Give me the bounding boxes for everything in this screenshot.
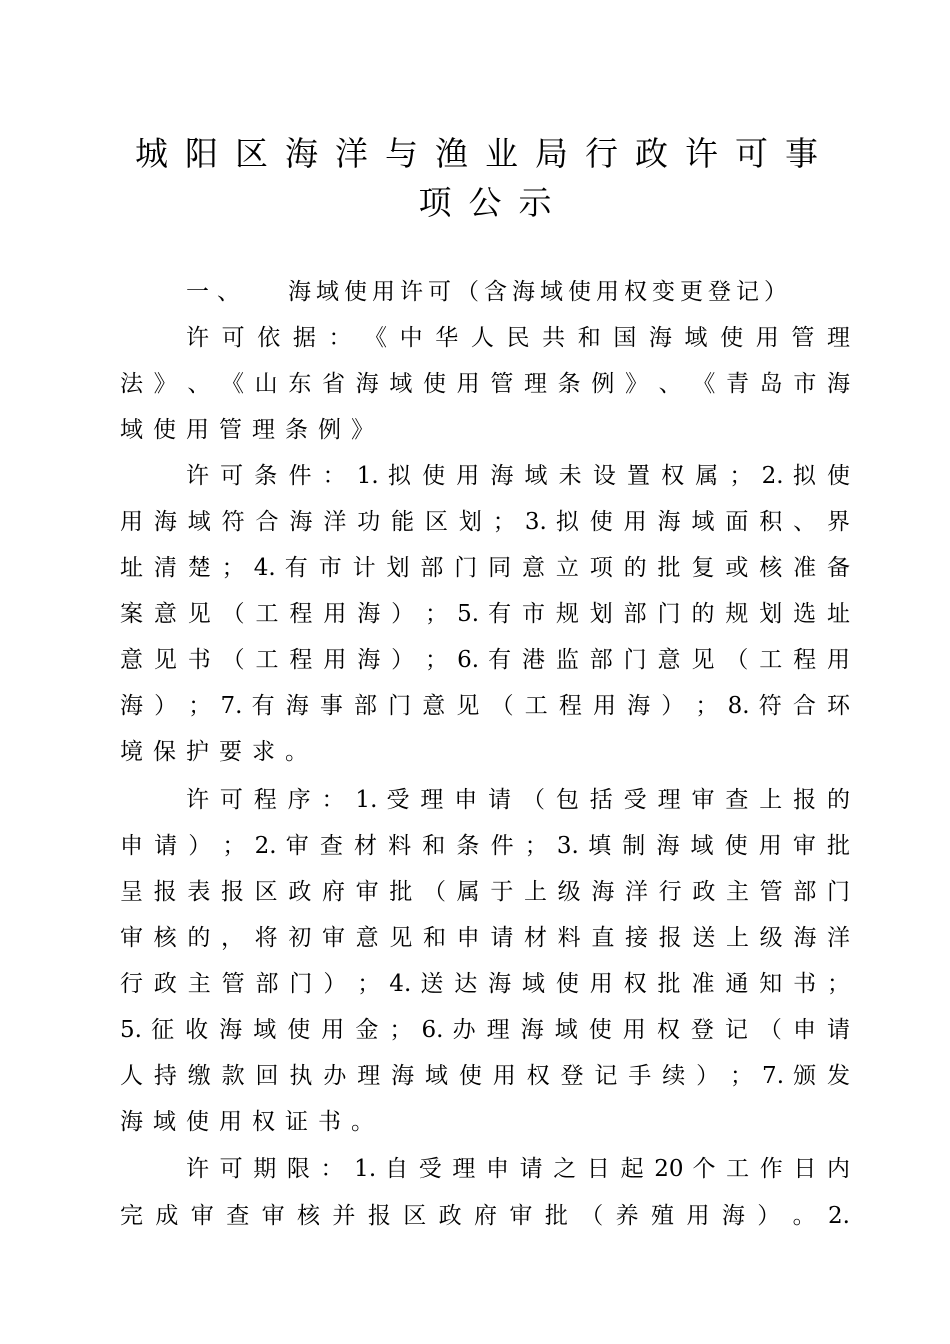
paragraph-line: 海域使用权证书。 <box>120 1109 384 1135</box>
paragraph-line: 用 海 域 符 合 海 洋 功 能 区 划 ； 3. 拟 使 用 海 域 面 积 、 界 <box>120 509 850 535</box>
paragraph-line: 海 ） ； 7. 有 海 事 部 门 意 见 （ 工 程 用 海 ） ； 8. 符 合 环 <box>120 693 850 719</box>
paragraph-line: 审 核 的 ， 将 初 审 意 见 和 申 请 材 料 直 接 报 送 上 级 海 洋 <box>120 925 850 951</box>
paragraph-line: 5. 征 收 海 域 使 用 金 ； 6. 办 理 海 域 使 用 权 登 记 （ 申 请 <box>120 1017 850 1043</box>
document-title-line-1: 城阳区海洋与渔业局行政许可事 <box>135 134 835 173</box>
section-number: 一、 <box>186 279 248 305</box>
paragraph-line: 行 政 主 管 部 门 ） ； 4. 送 达 海 域 使 用 权 批 准 通 知 书 ； <box>120 971 850 997</box>
paragraph-line: 址 清 楚 ； 4. 有 市 计 划 部 门 同 意 立 项 的 批 复 或 核 准 备 <box>120 555 850 581</box>
paragraph-line: 许 可 程 序 ： 1. 受 理 申 请 （ 包 括 受 理 审 查 上 报 的 <box>186 787 850 813</box>
paragraph-line: 许 可 期 限 ： 1. 自 受 理 申 请 之 日 起 20 个 工 作 日 内 <box>186 1156 850 1182</box>
paragraph-line: 域使用管理条例》 <box>120 417 384 443</box>
section-heading <box>186 276 792 308</box>
paragraph-line: 法 》 、 《 山 东 省 海 域 使 用 管 理 条 例 》 、 《 青 岛 市 海 <box>120 371 850 397</box>
paragraph-line: 许 可 依 据 ： 《 中 华 人 民 共 和 国 海 域 使 用 管 理 <box>186 325 850 351</box>
paragraph-line: 许 可 条 件 ： 1. 拟 使 用 海 域 未 设 置 权 属 ； 2. 拟 使 <box>186 463 850 489</box>
paragraph-line: 意 见 书 （ 工 程 用 海 ） ； 6. 有 港 监 部 门 意 见 （ 工 程 用 <box>120 647 850 673</box>
section-title: 海域使用许可（含海域使用权变更登记） <box>288 279 792 305</box>
paragraph-line: 案 意 见 （ 工 程 用 海 ） ； 5. 有 市 规 划 部 门 的 规 划 选 址 <box>120 601 850 627</box>
paragraph-line: 呈 报 表 报 区 政 府 审 批 （ 属 于 上 级 海 洋 行 政 主 管 部 门 <box>120 879 850 905</box>
paragraph-line: 申 请 ） ； 2. 审 查 材 料 和 条 件 ； 3. 填 制 海 域 使 用 审 批 <box>120 833 850 859</box>
paragraph-line: 完 成 审 查 审 核 并 报 区 政 府 审 批 （ 养 殖 用 海 ） 。 2. <box>120 1203 850 1229</box>
paragraph-line: 人 持 缴 款 回 执 办 理 海 域 使 用 权 登 记 手 续 ） ； 7. 颁 发 <box>120 1063 850 1089</box>
paragraph-line: 境保护要求。 <box>120 739 318 765</box>
document-title-line-2: 项公示 <box>418 183 569 222</box>
